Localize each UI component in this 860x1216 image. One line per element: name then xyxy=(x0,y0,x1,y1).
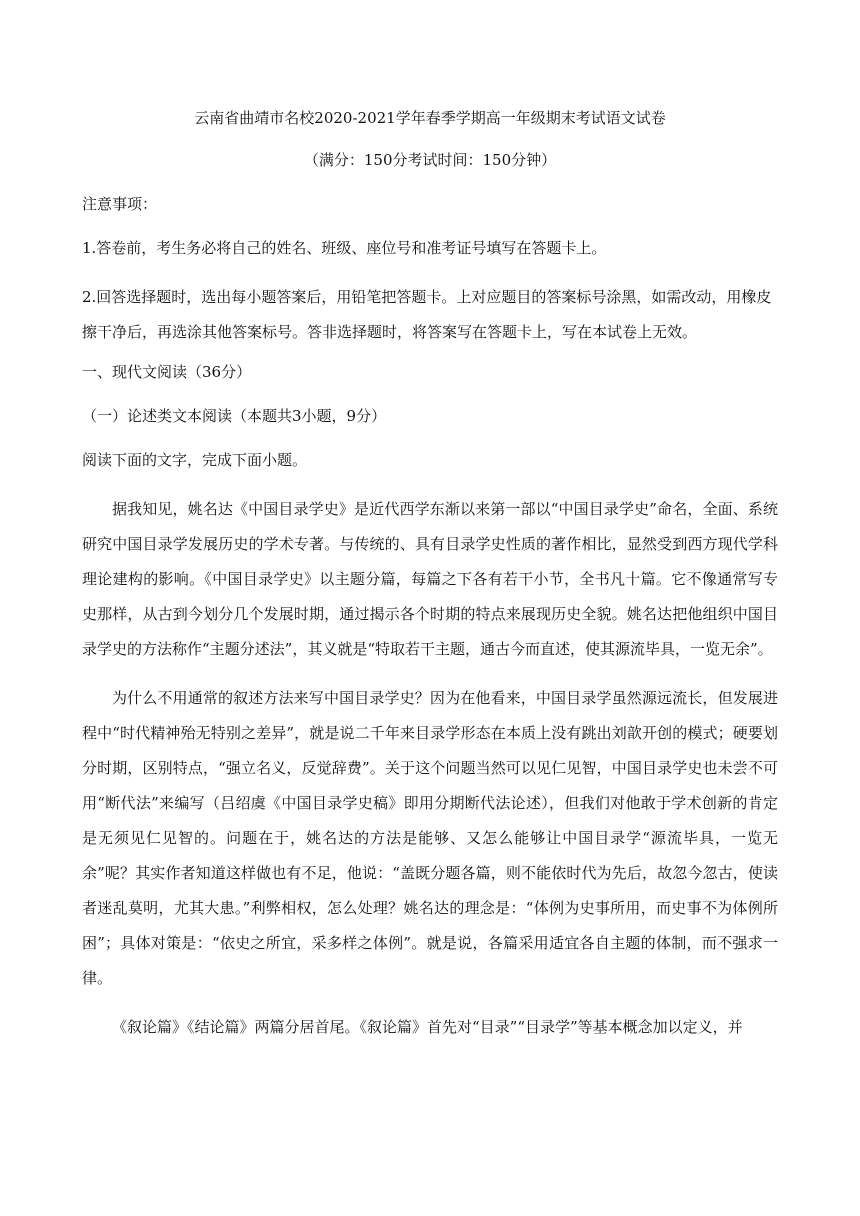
section-heading: 一、现代文阅读（36分） xyxy=(82,363,252,381)
exam-title: 云南省曲靖市名校2020-2021学年春季学期高一年级期末考试语文试卷 xyxy=(194,109,666,127)
notice-heading: 注意事项： xyxy=(82,195,158,213)
subsection-heading: （一）论述类文本阅读（本题共3小题，9分） xyxy=(82,407,387,425)
passage-paragraph-3: 《叙论篇》《结论篇》两篇分居首尾。《叙论篇》首先对“目录”“目录学”等基本概念加以定义，并 xyxy=(112,1018,743,1036)
notice-item-1: 1.答卷前，考生务必将自己的姓名、班级、座位号和准考证号填写在答题卡上。 xyxy=(82,239,607,257)
passage-paragraph-2: 为什么不用通常的叙述方法来写中国目录学史？因为在他看来，中国目录学虽然源远流长，但发展进程中“时代精神殆无特别之差异”，就是说二千年来目录学形态在本质上没有跳出刘歆开创的模式；硬要划分时期，区别特点，“强立名义，反觉辞费”。关于这个问题当然可以见仁见智，中国目录学史也未尝不可用“断代法”来编写（吕绍虞《中国目录学史稿》即用分期断代法论述），但我们对他敢于学术创新的肯定是无须见仁见智的。问题在于，姚名达的方法是能够、又怎么能够让中国目录学“源流毕具，一览无余”呢？其实作者知道这样做也有不足，他说：“盖既分题各篇，则不能依时代为先后，故忽今忽古，使读者迷乱莫明，尤其大患。”利弊相权，怎么处理？姚名达的理念是：“体例为史事所用，而史事不为体例所困”；具体对策是：“依史之所宜，采多样之体例”。就是说，各篇采用适宜各自主题的体制，而不强求一律。 xyxy=(82,689,778,987)
notice-section xyxy=(82,192,778,350)
exam-subtitle: （满分：150分考试时间：150分钟） xyxy=(303,151,557,169)
reading-instruction: 阅读下面的文字，完成下面小题。 xyxy=(82,451,308,469)
passage-paragraph-1: 据我知见，姚名达《中国目录学史》是近代西学东渐以来第一部以“中国目录学史”命名，全面、系统研究中国目录学发展历史的学术专著。与传统的、具有目录学史性质的著作相比，显然受到西方现代学科理论建构的影响。《中国目录学史》以主题分篇，每篇之下各有若干小节，全书凡十篇。它不像通常写专史那样，从古到今划分几个发展时期，通过揭示各个时期的特点来展现历史全貌。姚名达把他组织中国目录学史的方法称作“主题分述法”，其义就是“特取若干主题，通古今而直述，使其源流毕具，一览无余”。 xyxy=(82,500,778,658)
notice-item-2: 2.回答选择题时，选出每小题答案后，用铅笔把答题卡。上对应题目的答案标号涂黑，如需改动，用橡皮擦干净后，再选涂其他答案标号。答非选择题时，将答案写在答题卡上，写在本试卷上无效。 xyxy=(82,288,772,341)
